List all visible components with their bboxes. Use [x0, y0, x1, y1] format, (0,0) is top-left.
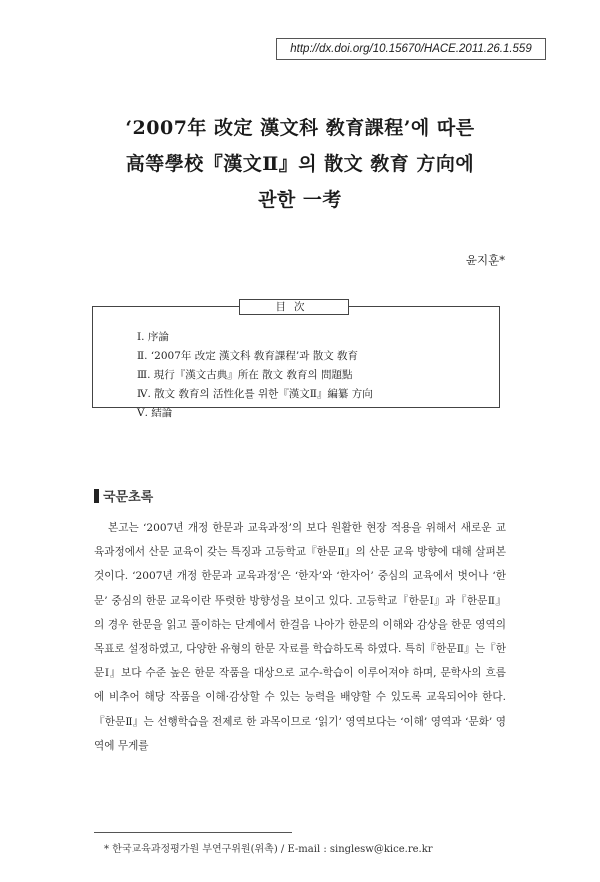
toc-item: Ⅱ. ‘2007年 改定 漢文科 敎育課程’과 散文 敎育	[137, 350, 359, 362]
author-name: 윤지훈*	[465, 253, 505, 267]
toc-item: Ⅴ. 結論	[137, 407, 173, 419]
abstract-heading-label: 국문초록	[103, 490, 154, 505]
heading-bar-icon	[94, 489, 99, 503]
abstract-heading	[94, 486, 153, 505]
toc-header: 目次	[239, 299, 349, 315]
toc-list	[137, 328, 373, 423]
toc-item: Ⅲ. 現行『漢文古典』所在 散文 敎育의 問題點	[137, 369, 353, 381]
doi-link[interactable]: http://dx.doi.org/10.15670/HACE.2011.26.1.559	[276, 38, 546, 60]
toc-item: Ⅰ. 序論	[137, 331, 169, 343]
table-of-contents	[92, 301, 500, 419]
title-line-3: 관한 一考	[258, 189, 342, 211]
toc-item: Ⅳ. 散文 敎育의 活性化를 위한『漢文Ⅱ』編纂 方向	[137, 388, 373, 400]
title-line-1: ‘2007年 改定 漢文科 敎育課程’에 따른	[125, 117, 475, 139]
footnote-divider	[94, 832, 292, 833]
title-line-2: 高等學校『漢文Ⅱ』의 散文 敎育 方向에	[125, 153, 475, 175]
footnote: * 한국교육과정평가원 부연구위원(위촉) / E-mail : singlesw@kice.re.kr	[104, 844, 433, 855]
abstract-body: 본고는 ‘2007년 개정 한문과 교육과정’의 보다 원활한 현장 적용을 위해서 새로운 교육과정에서 산문 교육이 갖는 특징과 고등학교『한문Ⅱ』의 산문 교육 방향에 대해 살펴본 것이다. ‘2007년 개정 한문과 교육과정’은 ‘한자’와 ‘한자어’ 중심의 교육에서 벗어나 ‘한문’ 중심의 한문 교육이란 뚜렷한 방향성을 보이고 있다. 고등학교『한문Ⅰ』과『한문Ⅱ』의 경우 한문을 읽고 풀이하는 단계에서 한걸음 나아가 한문의 이해와 감상을 한문 영역의 목표로 설정하였고, 다양한 유형의 한문 자료를 학습하도록 하였다. 특히『한문Ⅱ』는『한문Ⅰ』보다 수준 높은 한문 작품을 대상으로 교수-학습이 이루어져야 하며, 문학사의 흐름에 비추어 해당 작품을 이해·감상할 수 있는 능력을 배양할 수 있도록 교육되어야 한다.『한문Ⅱ』는 선행학습을 전제로 한 과목이므로 ‘읽기’ 영역보다는 ‘이해’ 영역과 ‘문화’ 영역에 무게를	[94, 522, 506, 752]
